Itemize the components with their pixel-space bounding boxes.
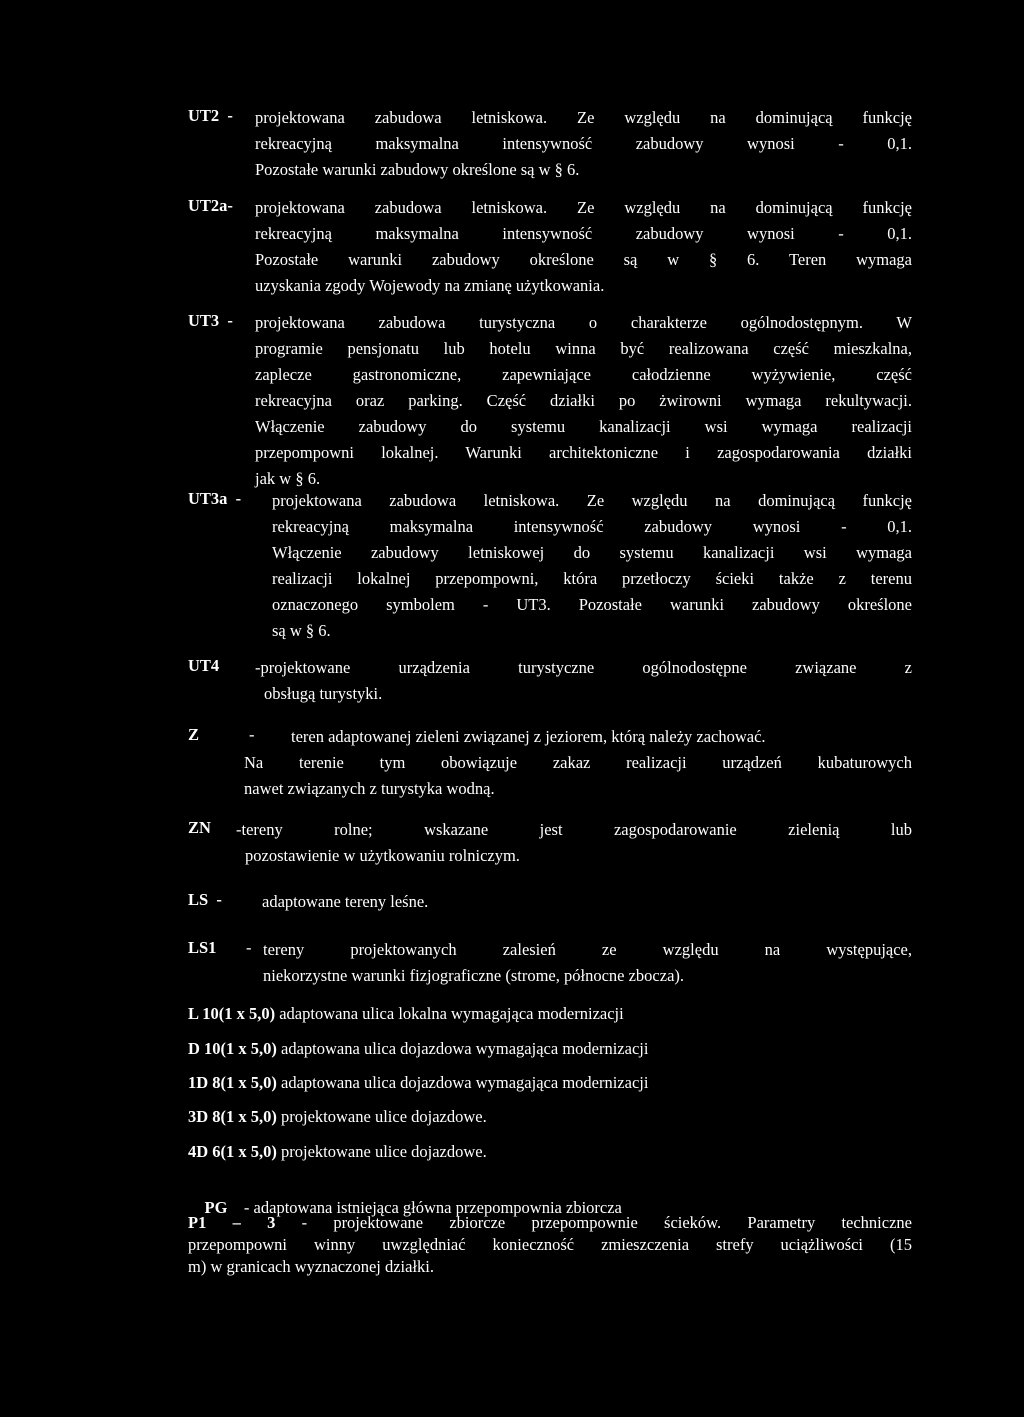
entry-code: UT3a - [188, 489, 242, 508]
text-line: -tereny rolne; wskazane jest zagospodarowanie zielenią lub [236, 820, 912, 839]
text-line: uzyskania zgody Wojewody na zmianę użytkowania. [255, 276, 605, 295]
road-code: L 10(1 x 5,0) [188, 1004, 276, 1023]
text-line: zaplecze gastronomiczne, zapewniające całodzienne wyżywienie, część [255, 365, 912, 384]
road-code: 1D 8(1 x 5,0) [188, 1073, 277, 1092]
road-code: 4D 6(1 x 5,0) [188, 1142, 277, 1161]
text-line: rekreacyjną maksymalna intensywność zabudowy wynosi - 0,1. [255, 224, 912, 243]
text-line: Włączenie zabudowy letniskowej do systemu kanalizacji wsi wymaga [272, 543, 912, 562]
road-text: projektowane ulice dojazdowe. [276, 1107, 487, 1126]
text-line: programie pensjonatu lub hotelu winna być realizowana część mieszkalna, [255, 339, 912, 358]
text-line: projektowana zabudowa letniskowa. Ze względu na dominującą funkcję [255, 198, 912, 217]
text-line: adaptowane tereny leśne. [262, 892, 429, 911]
entry-text [236, 817, 912, 869]
text-line: rekreacyjna oraz parking. Część działki po żwirowni wymaga rekultywacji. [255, 391, 912, 410]
entry-text [255, 655, 912, 707]
text-line: -projektowane urządzenia turystyczne ogólnodostępne związane z [255, 658, 912, 677]
text-line: jak w § 6. [255, 469, 321, 488]
entry-code: LS1 [188, 938, 217, 957]
entry-code: ZN [188, 818, 211, 837]
entry-dash: - [246, 938, 252, 957]
text-line: Na terenie tym obowiązuje zakaz realizacji urządzeń kubaturowych [244, 753, 912, 772]
text-line: przepompowni winny uwzględniać konieczność zmieszczenia strefy uciążliwości (15 [188, 1235, 912, 1254]
road-item [188, 1004, 624, 1024]
entry-text [255, 105, 912, 183]
road-code: D 10(1 x 5,0) [188, 1039, 277, 1058]
text-line: projektowana zabudowa letniskowa. Ze względu na dominującą funkcję [272, 491, 912, 510]
entry-code: UT2 - [188, 106, 233, 125]
text-line: rekreacyjną maksymalna intensywność zabudowy wynosi - 0,1. [255, 134, 912, 153]
road-text: adaptowana ulica lokalna wymagająca modernizacji [275, 1004, 624, 1023]
entry-code: LS - [188, 890, 222, 909]
entry-text [244, 724, 912, 802]
road-code: 3D 8(1 x 5,0) [188, 1107, 277, 1126]
road-item [188, 1142, 487, 1162]
text-line: są w § 6. [272, 621, 331, 640]
road-code: PG [204, 1198, 228, 1217]
entry-text [262, 889, 912, 915]
text-line: realizacji lokalnej przepompowni, która przetłoczy ścieki także z terenu [272, 569, 912, 588]
entry-text [272, 488, 912, 644]
entry-text [263, 937, 912, 989]
road-text: projektowane ulice dojazdowe. [276, 1142, 487, 1161]
text-line: Pozostałe warunki zabudowy określone są w § 6. [255, 160, 580, 179]
entry-text [255, 310, 912, 492]
entry-code: UT3 - [188, 311, 233, 330]
road-text: adaptowana ulica dojazdowa wymagająca modernizacji [276, 1039, 649, 1058]
entry-code: Z [188, 725, 200, 744]
road-item [188, 1039, 648, 1059]
text-line: teren adaptowanej zieleni związanej z jeziorem, którą należy zachować. [291, 727, 766, 746]
text-line: Pozostałe warunki zabudowy określone są w § 6. Teren wymaga [255, 250, 912, 269]
entry-code: UT2a- [188, 196, 233, 215]
road-item [188, 1073, 648, 1093]
road-item [188, 1107, 487, 1127]
entry-dash: - [249, 725, 255, 744]
entry-p1-3 [188, 1212, 912, 1278]
text-line: obsługą turystyki. [264, 684, 383, 703]
text-line: projektowana zabudowa letniskowa. Ze względu na dominującą funkcję [255, 108, 912, 127]
text-line: tereny projektowanych zalesień ze względu na występujące, [263, 940, 912, 959]
text-line: Włączenie zabudowy do systemu kanalizacji wsi wymaga realizacji [255, 417, 912, 436]
text-line: nawet związanych z turystyka wodną. [244, 779, 495, 798]
text-line: przepompowni lokalnej. Warunki architektoniczne i zagospodarowania działki [255, 443, 912, 462]
road-text: - adaptowana istniejąca główna przepompownia zbiorcza [227, 1198, 622, 1217]
text-line: pozostawienie w użytkowaniu rolniczym. [245, 846, 520, 865]
text-segment: - projektowane zbiorcze przepompownie ścieków. Parametry techniczne [275, 1213, 912, 1232]
text-line [188, 1212, 912, 1234]
text-line: projektowana zabudowa turystyczna o charakterze ogólnodostępnym. W [255, 313, 912, 332]
entry-text [255, 195, 912, 299]
road-text: adaptowana ulica dojazdowa wymagająca modernizacji [276, 1073, 649, 1092]
entry-code: UT4 [188, 656, 220, 675]
text-line: oznaczonego symbolem - UT3. Pozostałe warunki zabudowy określone [272, 595, 912, 614]
entry-code: P1 – 3 [188, 1213, 276, 1232]
text-line: rekreacyjną maksymalna intensywność zabudowy wynosi - 0,1. [272, 517, 912, 536]
text-line: m) w granicach wyznaczonej działki. [188, 1257, 435, 1276]
text-line: niekorzystne warunki fizjograficzne (strome, północne zbocza). [263, 966, 685, 985]
